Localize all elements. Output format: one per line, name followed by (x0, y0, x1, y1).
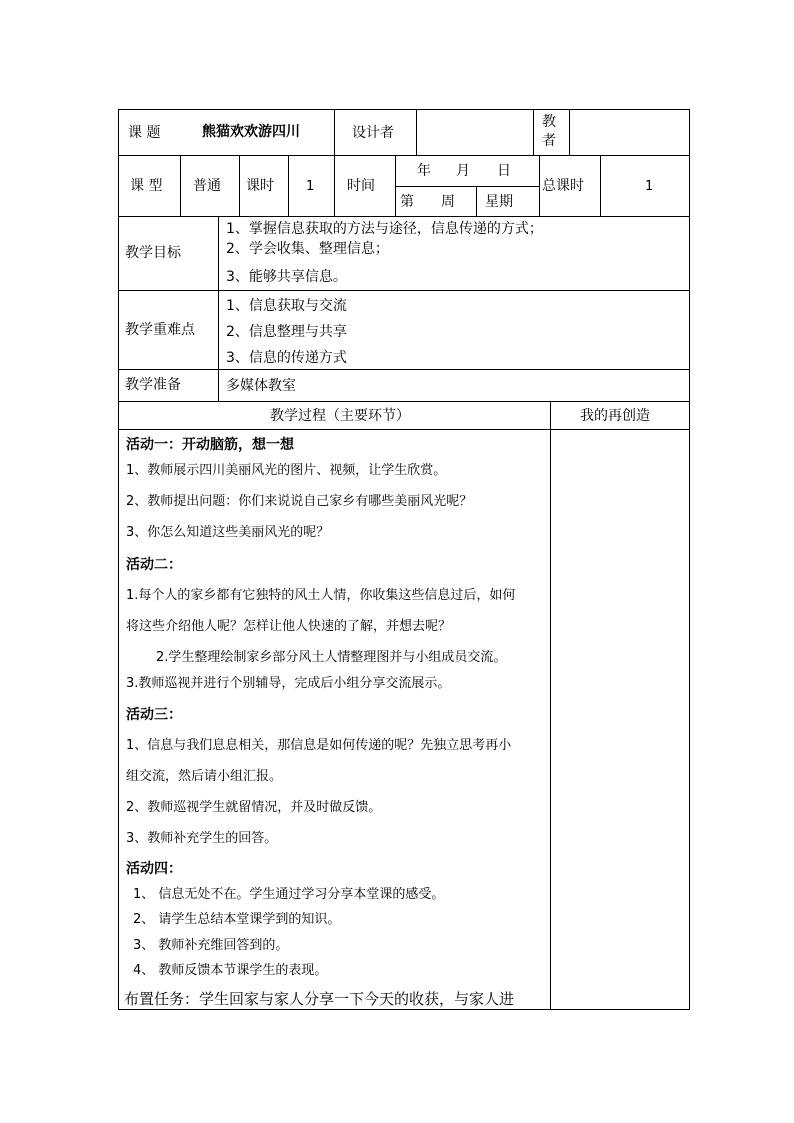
prep-value: 多媒体教室 (226, 378, 296, 394)
col-divider (539, 155, 540, 216)
activity-line: 3、你怎么知道这些美丽风光的呢？ (126, 525, 330, 540)
type-label: 课 型 (130, 178, 163, 194)
date-day: 日 (497, 163, 511, 179)
prep-label: 教学准备 (125, 377, 181, 393)
activity-line: 将这些介绍他人呢？怎样让他人快速的了解，并想去呢？ (126, 619, 452, 634)
col-divider (533, 109, 534, 155)
activity-title: 活动三： (126, 707, 182, 723)
col-divider (218, 216, 219, 401)
date-year: 年 (417, 163, 431, 179)
activity-line: 2、教师提出问题：你们来说说自己家乡有哪些美丽风光呢？ (126, 494, 473, 509)
recreate-header: 我的再创造 (580, 408, 650, 424)
process-header: 教学过程（主要环节） (270, 408, 410, 424)
week-zhou: 周 (441, 194, 455, 210)
activity-line: 2、教师巡视学生就留情况，并及时做反馈。 (126, 800, 382, 815)
table-border-left (118, 109, 119, 1010)
time-label: 时间 (347, 178, 375, 194)
activity-line: 1.每个人的家乡都有它独特的风土人情，你收集这些信息过后，如何 (126, 588, 516, 603)
week-weekday: 星期 (485, 194, 513, 210)
col-divider (334, 109, 335, 216)
col-divider (569, 109, 570, 155)
keypoint-item: 2、信息整理与共享 (226, 324, 347, 340)
goals-label: 教学目标 (125, 245, 181, 261)
col-divider (416, 109, 417, 155)
activity-line: 3、教师补充学生的回答。 (126, 831, 278, 846)
type-value: 普通 (193, 178, 221, 194)
hours-label: 课时 (246, 178, 274, 194)
col-divider (600, 155, 601, 216)
total-hours-value: 1 (645, 179, 654, 194)
activity-title: 活动四： (126, 861, 182, 877)
activity-title: 活动一：开动脑筋，想一想 (126, 437, 294, 453)
col-divider (288, 155, 289, 216)
table-border-bottom (118, 1009, 690, 1010)
week-di: 第 (400, 194, 414, 210)
row-divider (118, 290, 690, 291)
row-divider (118, 369, 690, 370)
activity-line: 1、信息与我们息息相关，那信息是如何传递的呢？先独立思考再小 (126, 738, 512, 753)
activity-line: 2.学生整理绘制家乡部分风土人情整理图并与小组成员交流。 (156, 650, 507, 665)
activity-title: 活动二： (126, 557, 182, 573)
goal-item: 2、学会收集、整理信息； (226, 241, 389, 257)
table-border-top (118, 109, 690, 110)
topic-label: 课 题 (128, 125, 161, 141)
activity-line: 组交流，然后请小组汇报。 (126, 769, 283, 784)
date-month: 月 (456, 163, 470, 179)
row-divider (118, 155, 690, 156)
row-divider (118, 216, 690, 217)
col-divider (395, 155, 396, 216)
hours-value: 1 (306, 179, 315, 194)
teacher-label: 教者 (542, 114, 556, 149)
goal-item: 1、掌握信息获取的方法与途径，信息传递的方式； (226, 221, 543, 237)
table-border-right (689, 109, 690, 1010)
designer-label: 设计者 (352, 125, 394, 141)
col-divider (476, 186, 477, 216)
keypoints-label: 教学重难点 (125, 322, 195, 338)
activity-line: 4、 教师反馈本节课学生的表现。 (133, 963, 328, 978)
activity-line: 3、 教师补充维回答到的。 (133, 938, 289, 953)
keypoint-item: 1、信息获取与交流 (226, 298, 347, 314)
date-divider (395, 186, 539, 187)
activity-line: 2、 请学生总结本堂课学到的知识。 (133, 912, 341, 927)
row-divider (118, 429, 690, 430)
total-hours-label: 总课时 (542, 178, 584, 194)
topic-value: 熊猫欢欢游四川 (202, 124, 300, 140)
col-divider (180, 155, 181, 216)
activity-line: 3.教师巡视并进行个别辅导，完成后小组分享交流展示。 (126, 676, 451, 691)
task-line: 布置任务：学生回家与家人分享一下今天的收获，与家人进 (124, 990, 515, 1008)
activity-line: 1、 信息无处不在。学生通过学习分享本堂课的感受。 (133, 887, 445, 902)
col-divider (550, 401, 551, 1009)
goal-item: 3、能够共享信息。 (226, 269, 347, 285)
row-divider (118, 401, 690, 402)
col-divider (239, 155, 240, 216)
keypoint-item: 3、信息的传递方式 (226, 350, 347, 366)
activity-line: 1、教师展示四川美丽风光的图片、视频，让学生欣赏。 (126, 463, 447, 478)
